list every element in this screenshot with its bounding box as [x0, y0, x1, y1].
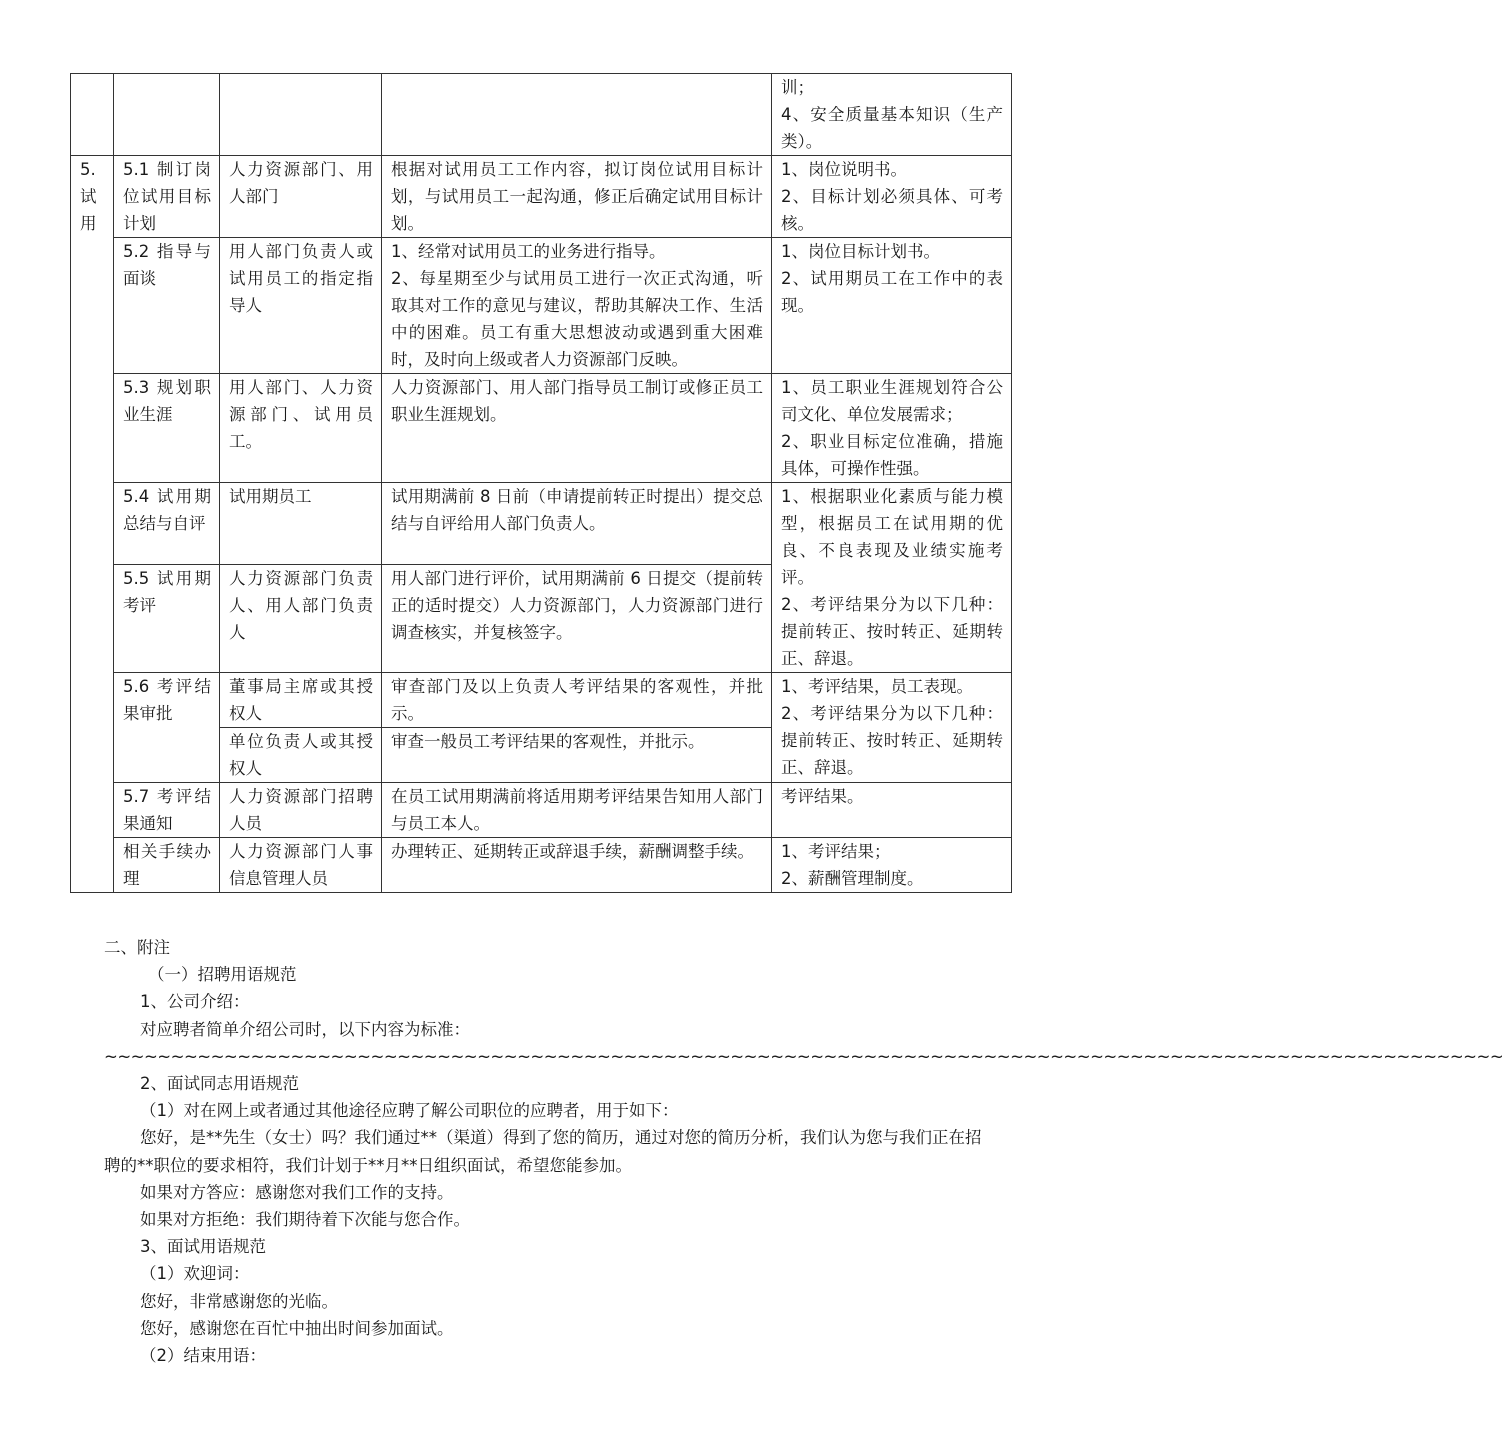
stage-cell: 5. 试 用: [71, 156, 114, 893]
paragraph: （2）结束用语：: [140, 1346, 266, 1366]
step-cell: 5.2 指导与面谈: [114, 238, 220, 374]
step-cell: 5.5 试用期考评: [114, 564, 220, 672]
table-row: [71, 156, 1012, 238]
paragraph: （1）欢迎词：: [140, 1264, 250, 1284]
item-heading: 2、面试同志用语规范: [140, 1074, 299, 1094]
paragraph: （1）对在网上或者通过其他途径应聘了解公司职位的应聘者，用于如下：: [140, 1101, 679, 1121]
role-cell: 用人部门、人力资源部门、试用员工。: [220, 374, 382, 483]
role-cell: 董事局主席或其授权人: [220, 673, 382, 728]
step-cell: 5.3 规划职业生涯: [114, 374, 220, 483]
table-row: [71, 483, 1012, 565]
paragraph: 如果对方拒绝：我们期待着下次能与您合作。: [140, 1210, 470, 1230]
paragraph: 如果对方答应：感谢您对我们工作的支持。: [140, 1182, 454, 1202]
requirement-cell: 1、岗位说明书。 2、目标计划必须具体、可考核。: [772, 156, 1012, 238]
table-row: [71, 673, 1012, 728]
paragraph: 您好，感谢您在百忙中抽出时间参加面试。: [140, 1318, 454, 1338]
desc-cell: 1、经常对试用员工的业务进行指导。 2、每星期至少与试用员工进行一次正式沟通，听取其对工作的意见与建议，帮助其解决工作、生活中的困难。员工有重大思想波动或遇到重大困难时，及时向上级或者人力资源部门反映。: [382, 238, 772, 374]
desc-cell: 用人部门进行评价，试用期满前 6 日提交（提前转正的适时提交）人力资源部门，人力资源部门进行调查核实，并复核签字。: [382, 564, 772, 672]
step-cell: 5.7 考评结果通知: [114, 783, 220, 838]
step-cell: 相关手续办理: [114, 838, 220, 893]
section-heading: 二、附注: [104, 938, 170, 957]
desc-cell: 审查一般员工考评结果的客观性，并批示。: [382, 728, 772, 783]
role-cell: 人力资源部门招聘人员: [220, 783, 382, 838]
role-cell: 单位负责人或其授权人: [220, 728, 382, 783]
role-cell: 试用期员工: [220, 483, 382, 565]
paragraph: 您好，非常感谢您的光临。: [140, 1291, 338, 1311]
paragraph: 对应聘者简单介绍公司时，以下内容为标准：: [140, 1019, 470, 1039]
table-row: [71, 838, 1012, 893]
step-cell: 5.1 制订岗位试用目标计划: [114, 156, 220, 238]
table-row: [71, 74, 1012, 156]
process-table: [70, 73, 1012, 893]
requirement-cell: 1、员工职业生涯规划符合公司文化、单位发展需求； 2、职业目标定位准确，措施具体，可操作性强。: [772, 374, 1012, 483]
tilde-divider: ~~~~~~~~~~~~~~~~~~~~~~~~~~~~~~~~~~~~~~~~~~~~~~~~~~~~~~~~~~~~~~~~~~~~~~~~~~~~~~~~~~~~~~~~~~~~~~~~~~~~~~~~~: [104, 1046, 1503, 1066]
item-heading: 1、公司介绍：: [140, 992, 250, 1012]
requirement-cell: 1、考评结果，员工表现。 2、考评结果分为以下几种：提前转正、按时转正、延期转正、辞退。: [772, 673, 1012, 783]
desc-cell: 审查部门及以上负责人考评结果的客观性，并批示。: [382, 673, 772, 728]
role-cell: 人力资源部门、用人部门: [220, 156, 382, 238]
role-cell: 用人部门负责人或试用员工的指定指导人: [220, 238, 382, 374]
step-cell: 5.4 试用期总结与自评: [114, 483, 220, 565]
paragraph: 您好，是**先生（女士）吗？我们通过**（渠道）得到了您的简历，通过对您的简历分析，我们认为您与我们正在招聘的**职位的要求相符，我们计划于**月**日组织面试，希望您能参加。: [104, 1128, 982, 1175]
requirement-cell: 1、根据职业化素质与能力模型，根据员工在试用期的优良、不良表现及业绩实施考评。 2、考评结果分为以下几种：提前转正、按时转正、延期转正、辞退。: [772, 483, 1012, 673]
role-cell: 人力资源部门负责人、用人部门负责人: [220, 564, 382, 672]
requirement-cell: 1、考评结果； 2、薪酬管理制度。: [772, 838, 1012, 893]
notes-section: [104, 934, 1503, 1369]
desc-cell: 试用期满前 8 日前（申请提前转正时提出）提交总结与自评给用人部门负责人。: [382, 483, 772, 565]
requirement-cell: 1、岗位目标计划书。 2、试用期员工在工作中的表现。: [772, 238, 1012, 374]
item-heading: 3、面试用语规范: [140, 1237, 266, 1257]
desc-cell: 办理转正、延期转正或辞退手续，薪酬调整手续。: [382, 838, 772, 893]
desc-cell: 根据对试用员工工作内容，拟订岗位试用目标计划，与试用员工一起沟通，修正后确定试用目标计划。: [382, 156, 772, 238]
desc-cell: 人力资源部门、用人部门指导员工制订或修正员工职业生涯规划。: [382, 374, 772, 483]
desc-cell: 在员工试用期满前将适用期考评结果告知用人部门与员工本人。: [382, 783, 772, 838]
table-row: [71, 783, 1012, 838]
requirement-cell: 考评结果。: [772, 783, 1012, 838]
requirement-cell: 训； 4、安全质量基本知识（生产类）。: [772, 74, 1012, 156]
table-row: [71, 238, 1012, 374]
subsection-heading: （一）招聘用语规范: [148, 965, 297, 985]
step-cell: 5.6 考评结果审批: [114, 673, 220, 783]
table-row: [71, 374, 1012, 483]
role-cell: 人力资源部门人事信息管理人员: [220, 838, 382, 893]
